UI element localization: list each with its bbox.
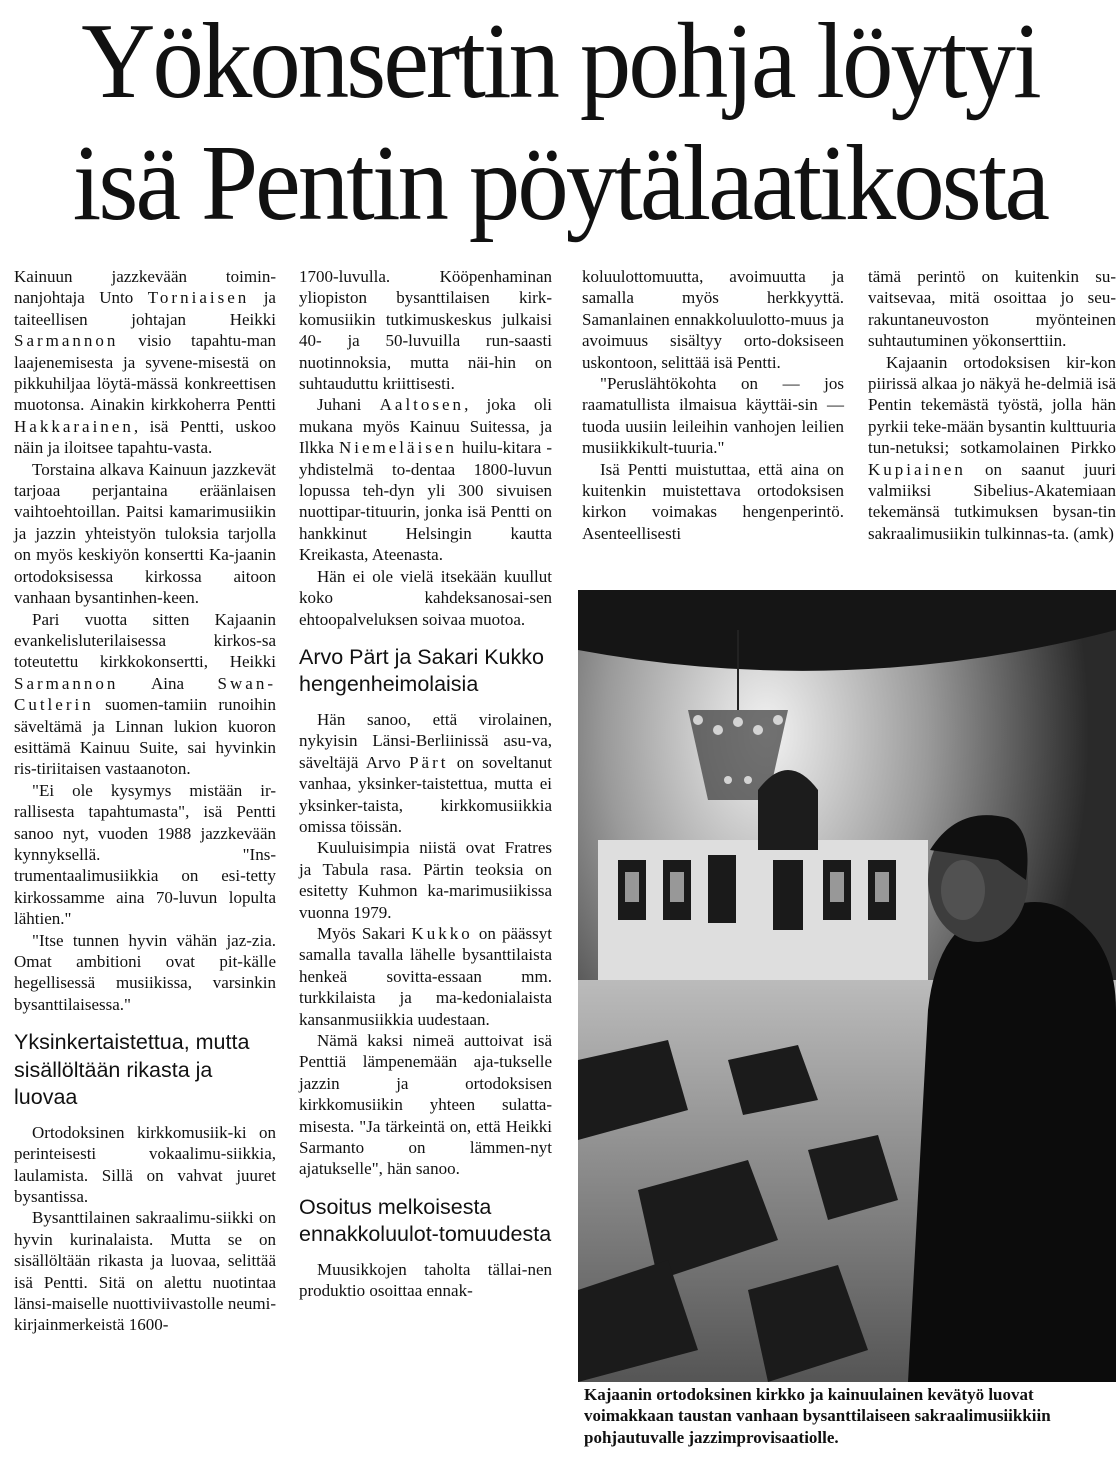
paragraph: Juhani Aaltosen, joka oli mukana myös Kainuu Suitessa, ja Ilkka Niemeläisen huilu-kitara -yhdistelmä to-dentaa 1800-luvun lopussa teh-dyn yli 300 sivuisen nuottipar-tituurin, jonka isä Pentti on hankkinut Helsingin kautta Kreikasta, Ateenasta. <box>299 395 553 565</box>
article-column-1 <box>14 266 276 1336</box>
paragraph: "Peruslähtökohta on — jos raamatullista ilmaisua käyttäi-sin — tuoda uusiin leileihin vanhojen leilien musiikkikult-tuuria." <box>582 374 844 458</box>
paragraph: koluulottomuutta, avoimuutta ja samalla myös herkkyyttä. Samanlainen ennakkoluulotto-muus ja avoimuus sisältyy orto-doksiseen uskontoon, selittää isä Pentti. <box>582 267 844 372</box>
headline-line-2: isä Pentin pöytälaatikosta <box>72 124 1048 243</box>
paragraph: Kajaanin ortodoksisen kir-kon piirissä alkaa jo näkyä he-delmiä isä Pentin tekemästä työstä, jolla hän pyrkii teke-mään bysantin kulttuuria tun-netuksi; sotkamolainen Pirkko Kupiainen on saanut juuri valmiiksi Sibelius-Akatemiaan tekemänsä tutkimuksen bysan-tin sakraalimusiikin tulkinnas-ta. (amk) <box>868 352 1116 543</box>
paragraph: Nämä kaksi nimeä auttoivat isä Penttiä lämpenemään aja-tukselle jazzin ja ortodoksisen kirkkomusiikin yhteen sulatta-misesta. "Ja tärkeintä on, että Heikki Sarmanto on lämmen-nyt ajatukselle", hän sanoo. <box>299 1031 552 1179</box>
paragraph: Kuuluisimpia niistä ovat Fratres ja Tabula rasa. Pärtin teoksia on esitetty Kuhmon ka-marimusiikissa vuonna 1979. <box>299 838 552 922</box>
subheading: Arvo Pärt ja Sakari Kukko hengenheimolaisia <box>299 644 544 697</box>
paragraph: Hän ei ole vielä itsekään kuullut koko kahdeksanosai-sen ehtoopalveluksen soivaa muotoa. <box>299 566 552 629</box>
headline-line-1: Yökonsertin pohja löytyi <box>81 2 1039 121</box>
paragraph: Kainuun jazzkevään toimin-nanjohtaja Unto Torniaisen ja taiteellisen johtajan Heikki Sarmannon visio tapahtu-man laajenemisesta ja syvene-misestä on pikkuhiljaa löytä-mässä konkreettisen muotonsa. Ainakin kirkkoherra Pentti Hakkarainen, isä Pentti, uskoo näin ja iloitsee tapahtu-vasta. <box>14 267 276 458</box>
paragraph: "Itse tunnen hyvin vähän jaz-zia. Omat ambitioni ovat pit-källe hegellisessä musiikissa, varsinkin bysanttilaisessa." <box>14 930 276 1014</box>
church-interior-photo <box>578 590 1116 1382</box>
article-column-2 <box>299 266 552 1302</box>
paragraph: Ortodoksinen kirkkomusiik-ki on perinteisesti vokaalimu-siikkia, laulamista. Sillä on vahvat juuret bysantissa. <box>14 1122 276 1206</box>
article-column-4 <box>868 266 1116 544</box>
paragraph: Pari vuotta sitten Kajaanin evankelisluterilaisessa kirkos-sa toteutettu kirkkokonsertti, Heikki Sarmannon Aina Swan-Cutlerin suomen-tamiin runoihin säveltämä ja Linnan lukion kuoron esittämä Kainuu Suite, sai hyvinkin ris-tiriitaisen vastaanoton. <box>14 609 276 779</box>
photo-illustration <box>578 590 1116 1382</box>
paragraph: Hän sanoo, että virolainen, nykyisin Länsi-Berliinissä asu-va, säveltäjä Arvo Pärt on soveltanut vanhaa, yksinker-taistettua, mutta ei yksinker-taista, kirkkomusiikkia omissa töissän. <box>299 709 552 836</box>
paragraph: Muusikkojen taholta tällai-nen produktio osoittaa ennak- <box>299 1259 552 1301</box>
paragraph: Myös Sakari Kukko on päässyt samalla tavalla lähelle bysanttilaista henkeä sovitta-essaan mm. turkkilaista ja ma-kedonialaista kansanmusiikkia uudestaan. <box>299 923 552 1029</box>
paragraph: 1700-luvulla. Kööpenhaminan yliopiston bysanttilaisen kirk-komusiikin tutkimuskeskus julkaisi 40- ja 50-luvuilla run-saasti nuotinnoksia, mutta näi-hin on suhtauduttu kriittisesti. <box>299 267 552 394</box>
paragraph: Torstaina alkava Kainuun jazzkevät tarjoaa perjantaina eräänlaisen vaihtoehtoillan. Paitsi kamarimusiikin ja jazzin yhteistyön tuloksia tarjolla on myös keskiyön konsertti Ka-jaanin ortodoksisessa kirkossa aitoon vanhaan bysantinhen-keen. <box>14 459 276 608</box>
article-column-3 <box>582 266 844 544</box>
paragraph: "Ei ole kysymys mistään ir-rallisesta tapahtumasta", isä Pentti sanoo nyt, vuoden 1988 jazzkevään kynnyksellä. "Ins-trumentaalimusiikkia on esi-tetty kirkossamme aina 70-luvun lopulta lähtien." <box>14 780 276 929</box>
paragraph: tämä perintö on kuitenkin su-vaitsevaa, mitä osoittaa jo seu-rakuntaneuvoston myönteinen suhtautuminen yökonserttiin. <box>868 267 1116 351</box>
photo-caption: Kajaanin ortodoksinen kirkko ja kainuulainen kevätyö luovat voimakkaan taustan vanhaan bysanttilaiseen sakraalimusiikkiin pohjautuvalle jazzimprovisaatiolle. <box>584 1385 1051 1447</box>
paragraph: Bysanttilainen sakraalimu-siikki on hyvin kurinalaista. Mutta se on sisällöltään rikasta ja luovaa, selittää isä Pentti. Sitä on alettu nuotintaa länsi-maiselle nuottiviivastolle neumi-kirjainmerkeistä 1600- <box>14 1208 276 1335</box>
subheading: Osoitus melkoisesta ennakkoluulot-tomuudesta <box>299 1194 552 1247</box>
paragraph: Isä Pentti muistuttaa, että aina on kuitenkin muistettava ortodoksisen kirkon voimakas hengenperintö. Asenteellisesti <box>582 459 844 543</box>
subheading: Yksinkertaistettua, mutta sisällöltään rikasta ja luovaa <box>14 1030 250 1110</box>
